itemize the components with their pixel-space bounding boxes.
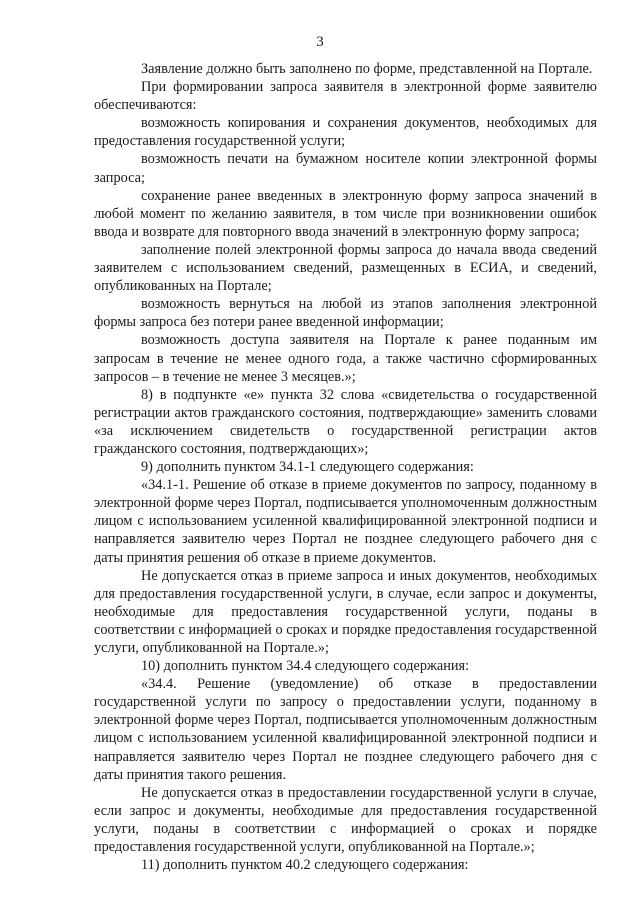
- paragraph-provisions-intro: При формировании запроса заявителя в электронной форме заявителю обеспечиваются:: [94, 79, 597, 114]
- paragraph-clause-34-1-1: «34.1-1. Решение об отказе в приеме документов по запросу, поданному в электронной форме через Портал, подписывается уполномоченным должностным лицом с использованием усиленной квалифицированной электронной подписи и направляется заявителю через Портал не позднее следующего рабочего дня с даты принятия решения об отказе в приеме документов.: [94, 477, 597, 566]
- paragraph-item-9: 9) дополнить пунктом 34.1-1 следующего содержания:: [141, 459, 474, 476]
- paragraph-access-requests: возможность доступа заявителя на Портале к ранее поданным им запросам в течение не менее одного года, а также частично сформированных запросов – в течение не менее 3 месяцев.»;: [94, 332, 597, 385]
- paragraph-copy-save: возможность копирования и сохранения документов, необходимых для предоставления государственной услуги;: [94, 115, 597, 150]
- paragraph-clause-34-4: «34.4. Решение (уведомление) об отказе в предоставлении государственной услуги по запросу о предоставлении услуги, поданному в электронной форме через Портал, подписывается уполномоченным должностным лицом с использованием усиленной квалифицированной электронной подписи и направляется заявителю через Портал не позднее следующего рабочего дня с даты принятия такого решения.: [94, 676, 597, 783]
- paragraph-form-requirement: Заявление должно быть заполнено по форме, представленной на Портале.: [141, 61, 593, 77]
- paragraph-save-values: сохранение ранее введенных в электронную форму запроса значений в любой момент по желанию заявителя, в том числе при возникновении ошибок ввода и возврате для повторного ввода значений в электронную форму запроса;: [94, 187, 597, 240]
- paragraph-no-refusal-service: Не допускается отказ в предоставлении государственной услуги в случае, если запрос и документы, необходимые для предоставления государственной услуги, поданы в соответствии с информацией о сроках и порядке предоставления государственной услуги, опубликованной на Портале.»;: [94, 784, 597, 856]
- paragraph-return-step: возможность вернуться на любой из этапов заполнения электронной формы запроса без потери ранее введенной информации;: [94, 296, 597, 331]
- page-number: 3: [316, 34, 324, 50]
- paragraph-autofill: заполнение полей электронной формы запроса до начала ввода сведений заявителем с использованием сведений, размещенных в ЕСИА, и сведений, опубликованных на Портале;: [94, 241, 597, 295]
- paragraph-item-10: 10) дополнить пунктом 34.4 следующего содержания:: [141, 658, 470, 675]
- paragraph-print: возможность печати на бумажном носителе копии электронной формы запроса;: [94, 151, 597, 186]
- document-body: [94, 60, 597, 874]
- paragraph-item-8: 8) в подпункте «е» пункта 32 слова «свидетельства о государственной регистрации актов гражданского состояния, подтверждающие» заменить словами «за исключением свидетельств о государственной регистрации актов гражданского состояния, подтверждающих»;: [94, 386, 597, 457]
- paragraph-item-11: 11) дополнить пунктом 40.2 следующего содержания:: [141, 857, 469, 874]
- paragraph-no-refusal-reception: Не допускается отказ в приеме запроса и иных документов, необходимых для предоставления государственной услуги, в случае, если запрос и документы, необходимые для предоставления государственной услуги, поданы в соответствии с информацией о сроках и порядке предоставления государственной услуги, опубликованной на Портале.»;: [94, 567, 597, 656]
